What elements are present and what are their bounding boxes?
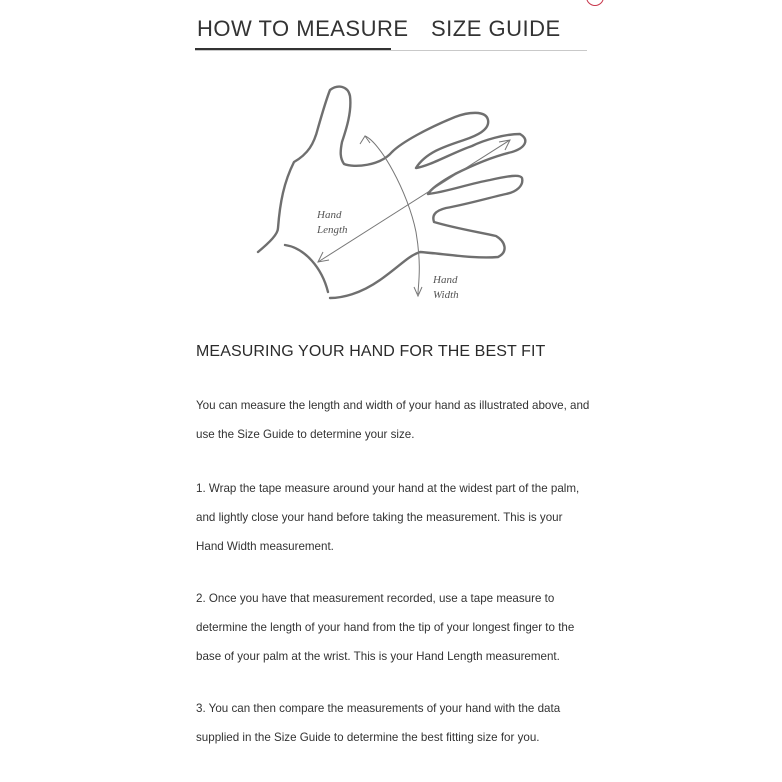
section-title: MEASURING YOUR HAND FOR THE BEST FIT <box>196 343 546 360</box>
hand-length-label-line: Length <box>317 224 348 236</box>
tab-how-to-measure[interactable]: HOW TO MEASURE <box>197 16 409 41</box>
paragraph-line: 1. Wrap the tape measure around your hand at the widest part of the palm, <box>196 482 580 495</box>
paragraph-line: base of your palm at the wrist. This is your Hand Length measurement. <box>196 650 560 663</box>
paragraph-line: 3. You can then compare the measurements of your hand with the data <box>196 702 561 715</box>
active-tab-indicator <box>195 48 391 50</box>
paragraph-line: You can measure the length and width of your hand as illustrated above, and <box>196 399 590 412</box>
paragraph-line: and lightly close your hand before taking the measurement. This is your <box>196 511 563 524</box>
paragraph-intro <box>196 391 591 449</box>
hand-base-curve <box>285 245 328 292</box>
hand-length-label-line: Hand <box>317 209 342 221</box>
paragraph-line: Hand Width measurement. <box>196 540 334 553</box>
paragraph-step-2 <box>196 584 591 671</box>
paragraph-line: supplied in the Size Guide to determine the best fitting size for you. <box>196 731 540 744</box>
paragraph-step-3 <box>196 694 591 752</box>
hand-measurement-illustration <box>250 82 540 312</box>
paragraph-line: determine the length of your hand from the tip of your longest finger to the <box>196 621 575 634</box>
tab-bar <box>195 12 587 51</box>
tab-size-guide[interactable]: SIZE GUIDE <box>431 16 561 41</box>
paragraph-line: 2. Once you have that measurement recorded, use a tape measure to <box>196 592 555 605</box>
paragraph-step-1 <box>196 474 591 561</box>
hand-width-label-line: Width <box>433 289 459 301</box>
paragraph-line: use the Size Guide to determine your size. <box>196 428 415 441</box>
hand-width-label-line: Hand <box>433 274 458 286</box>
close-icon[interactable] <box>586 0 604 6</box>
hand-width-arrowhead-top <box>360 136 370 144</box>
hand-width-label <box>432 274 460 301</box>
hand-length-label <box>316 209 348 236</box>
hand-outline <box>258 87 525 298</box>
